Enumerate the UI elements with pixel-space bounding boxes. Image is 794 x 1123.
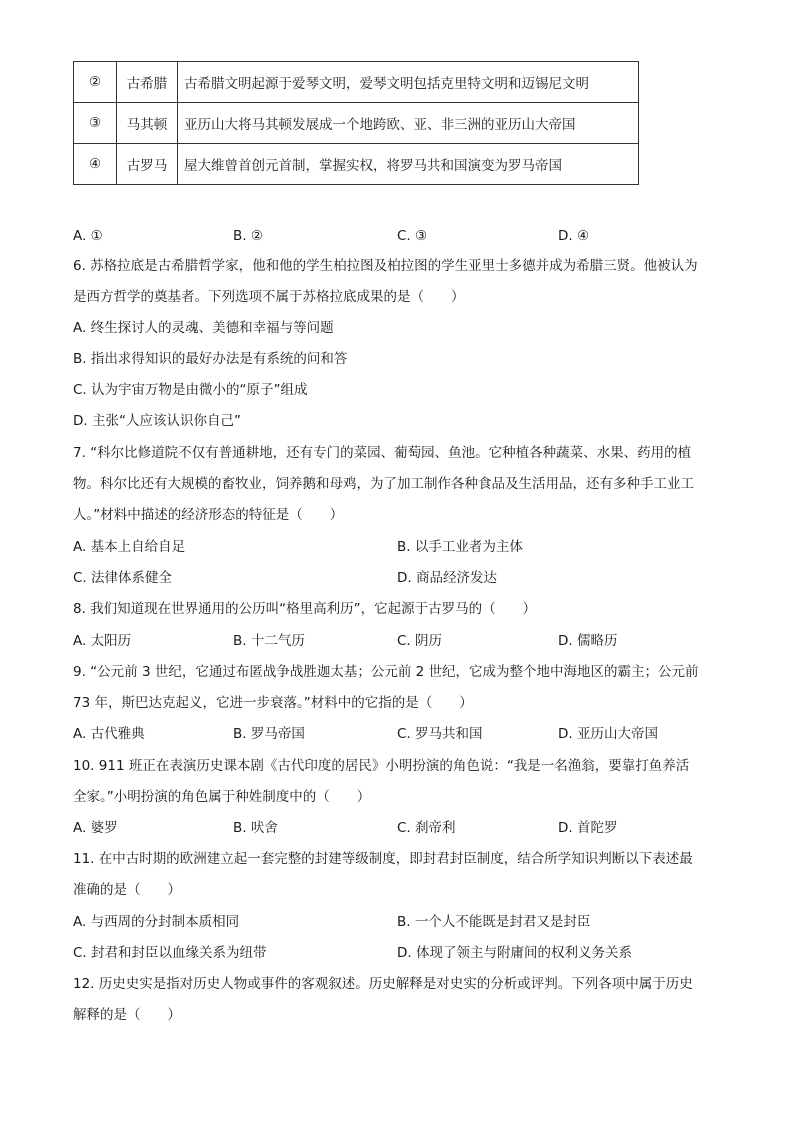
q9-stem-line2: 73 年，斯巴达克起义，它进一步衰落。”材料中的它指的是（ ） xyxy=(73,695,473,711)
q11-option-b: B. 一个人不能既是封君又是封臣 xyxy=(397,914,591,930)
q9-option-d: D. 亚历山大帝国 xyxy=(558,726,658,742)
q11-option-d: D. 体现了领主与附庸间的权利义务关系 xyxy=(397,945,632,961)
q8-stem: 8. 我们知道现在世界通用的公历叫“格里高利历”，它起源于古罗马的（ ） xyxy=(73,601,537,617)
q7-option-a: A. 基本上自给自足 xyxy=(73,539,186,555)
table-cell-number: ③ xyxy=(74,103,117,144)
q10-stem-line1: 10. 911 班正在表演历史课本剧《古代印度的居民》小明扮演的角色说：“我是一名渔翁，要靠打鱼养活 xyxy=(73,758,690,774)
q12-stem-line1: 12. 历史史实是指对历史人物或事件的客观叙述。历史解释是对史实的分析或评判。下列各项中属于历史 xyxy=(73,976,693,992)
q10-option-b: B. 吠舍 xyxy=(233,820,278,836)
q11-stem-line2: 准确的是（ ） xyxy=(73,882,181,898)
q6-option-c: C. 认为宇宙万物是由微小的“原子”组成 xyxy=(73,382,308,398)
table-cell-description: 屋大维曾首创元首制，掌握实权，将罗马共和国演变为罗马帝国 xyxy=(178,144,639,185)
q5-option-d: D. ④ xyxy=(558,228,590,244)
table-cell-description: 亚历山大将马其顿发展成一个地跨欧、亚、非三洲的亚历山大帝国 xyxy=(178,103,639,144)
table-cell-description: 古希腊文明起源于爱琴文明，爱琴文明包括克里特文明和迈锡尼文明 xyxy=(178,62,639,103)
q11-option-a: A. 与西周的分封制本质相同 xyxy=(73,914,240,930)
q8-option-c: C. 阴历 xyxy=(397,633,443,649)
q9-option-c: C. 罗马共和国 xyxy=(397,726,483,742)
table-cell-civilization: 古罗马 xyxy=(117,144,178,185)
q10-option-a: A. 婆罗 xyxy=(73,820,118,836)
table-row xyxy=(74,103,639,144)
q6-option-a: A. 终生探讨人的灵魂、美德和幸福与等问题 xyxy=(73,320,334,336)
table-cell-civilization: 马其顿 xyxy=(117,103,178,144)
q6-stem-line2: 是西方哲学的奠基者。下列选项不属于苏格拉底成果的是（ ） xyxy=(73,289,465,305)
q12-stem-line2: 解释的是（ ） xyxy=(73,1007,181,1023)
q11-option-c: C. 封君和封臣以血缘关系为纽带 xyxy=(73,945,267,961)
q7-stem-line2: 物。科尔比还有大规模的畜牧业，饲养鹅和母鸡，为了加工制作各种食品及生活用品，还有多种手工业工 xyxy=(73,476,694,492)
q6-option-d: D. 主张“人应该认识你自己” xyxy=(73,413,241,429)
q10-stem-line2: 全家。”小明扮演的角色属于种姓制度中的（ ） xyxy=(73,789,371,805)
civilization-table xyxy=(73,61,639,185)
q8-option-a: A. 太阳历 xyxy=(73,633,132,649)
q5-option-c: C. ③ xyxy=(397,228,428,244)
q10-option-c: C. 刹帝利 xyxy=(397,820,456,836)
q7-option-d: D. 商品经济发达 xyxy=(397,570,497,586)
table-cell-civilization: 古希腊 xyxy=(117,62,178,103)
q9-option-a: A. 古代雅典 xyxy=(73,726,145,742)
q7-option-c: C. 法律体系健全 xyxy=(73,570,173,586)
table-row xyxy=(74,62,639,103)
q8-option-d: D. 儒略历 xyxy=(558,633,618,649)
table-cell-number: ② xyxy=(74,62,117,103)
q5-option-b: B. ② xyxy=(233,228,263,244)
q7-stem-line3: 人。”材料中描述的经济形态的特征是（ ） xyxy=(73,507,344,523)
q7-stem-line1: 7. “科尔比修道院不仅有普通耕地，还有专门的菜园、葡萄园、鱼池。它种植各种蔬菜、水果、药用的植 xyxy=(73,445,692,461)
q10-option-d: D. 首陀罗 xyxy=(558,820,618,836)
q6-option-b: B. 指出求得知识的最好办法是有系统的问和答 xyxy=(73,351,348,367)
table-row xyxy=(74,144,639,185)
q5-option-a: A. ① xyxy=(73,228,103,244)
table-cell-number: ④ xyxy=(74,144,117,185)
q6-stem-line1: 6. 苏格拉底是古希腊哲学家，他和他的学生柏拉图及柏拉图的学生亚里士多德并成为希腊三贤。他被认为 xyxy=(73,258,698,274)
q9-option-b: B. 罗马帝国 xyxy=(233,726,305,742)
q11-stem-line1: 11. 在中古时期的欧洲建立起一套完整的封建等级制度，即封君封臣制度，结合所学知识判断以下表述最 xyxy=(73,851,693,867)
q8-option-b: B. 十二气历 xyxy=(233,633,305,649)
q7-option-b: B. 以手工业者为主体 xyxy=(397,539,523,555)
q9-stem-line1: 9. “公元前 3 世纪，它通过布匿战争战胜迦太基；公元前 2 世纪，它成为整个地中海地区的霸主；公元前 xyxy=(73,664,699,680)
